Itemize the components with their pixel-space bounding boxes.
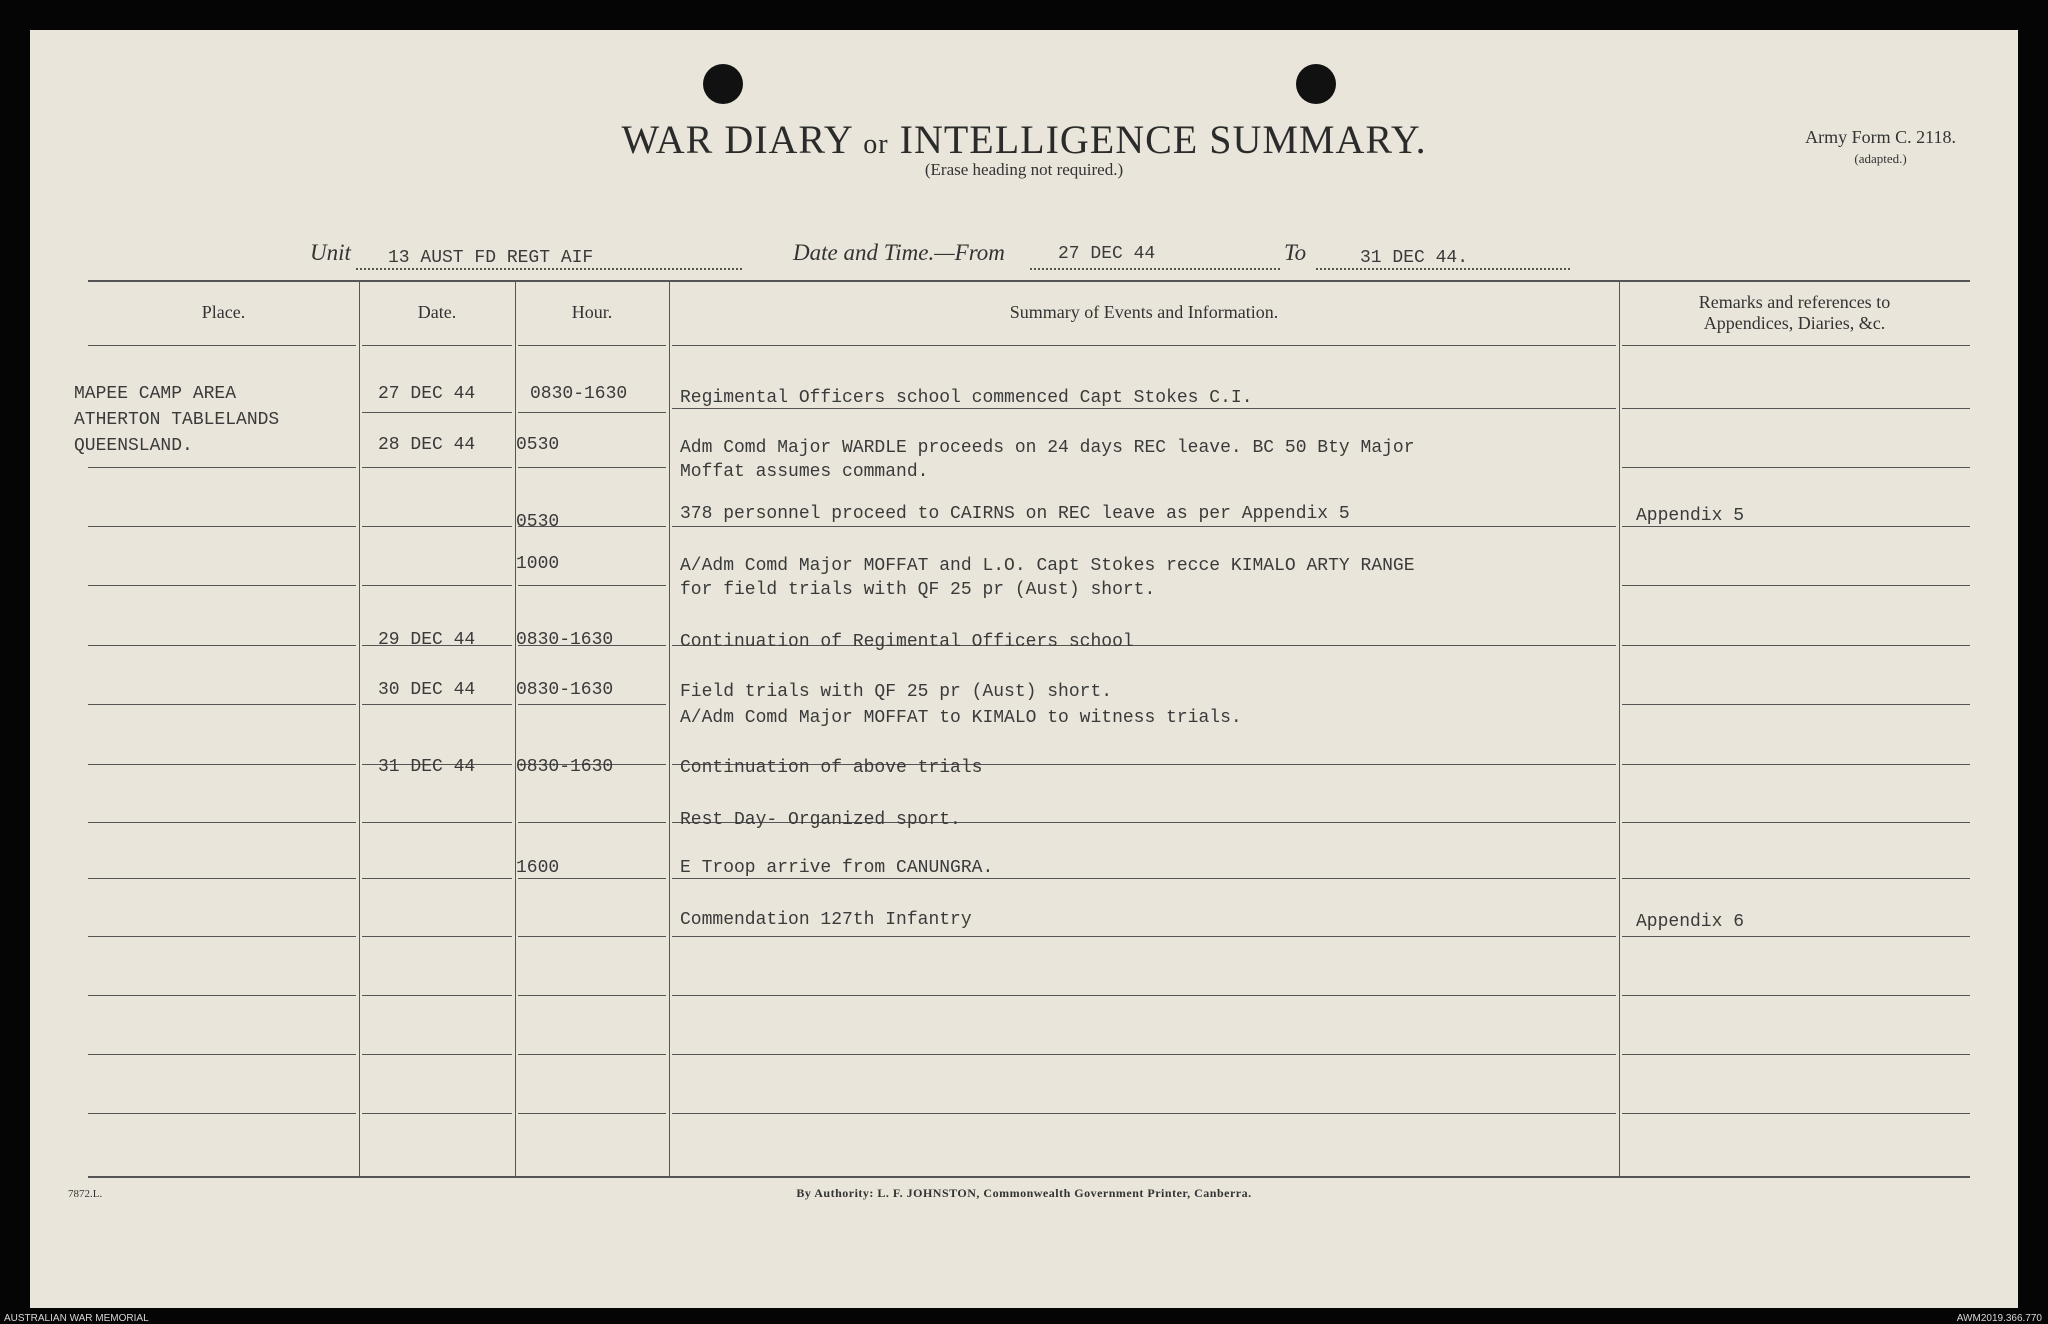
header-date: Date. bbox=[417, 302, 457, 322]
row-rule bbox=[672, 408, 1616, 409]
table-bottom-border bbox=[88, 1176, 1970, 1178]
entry-date: 28 DEC 44 bbox=[378, 435, 476, 455]
header-rule bbox=[362, 345, 512, 346]
row-rule bbox=[672, 1113, 1616, 1114]
row-rule bbox=[672, 936, 1616, 937]
row-rule bbox=[518, 704, 666, 705]
entry-summary: A/Adm Comd Major MOFFAT and L.O. Capt Stokes recce KIMALO ARTY RANGE bbox=[680, 556, 1415, 576]
row-rule bbox=[88, 822, 356, 823]
row-rule bbox=[88, 585, 356, 586]
archive-credit: AUSTRALIAN WAR MEMORIAL bbox=[4, 1313, 149, 1324]
column-divider bbox=[1619, 281, 1620, 1176]
header-summary: Summary of Events and Information. bbox=[1009, 302, 1279, 322]
row-rule bbox=[1622, 526, 1970, 527]
row-rule bbox=[518, 467, 666, 468]
entry-summary: Continuation of Regimental Officers school bbox=[680, 632, 1134, 652]
date-time-label: Date and Time.—From bbox=[793, 240, 1005, 265]
entry-remarks: Appendix 5 bbox=[1636, 506, 1745, 526]
header-rule bbox=[518, 345, 666, 346]
row-rule bbox=[88, 704, 356, 705]
header-remarks-line2: Appendices, Diaries, &c. bbox=[1703, 313, 1886, 333]
row-rule bbox=[518, 1054, 666, 1055]
row-rule bbox=[88, 645, 356, 646]
row-rule bbox=[1622, 764, 1970, 765]
entry-summary: Rest Day- Organized sport. bbox=[680, 810, 961, 830]
row-rule bbox=[362, 822, 512, 823]
entry-date: 31 DEC 44 bbox=[378, 757, 476, 777]
place-line-3: QUEENSLAND. bbox=[74, 436, 193, 456]
entry-summary: Regimental Officers school commenced Capt Stokes C.I. bbox=[680, 388, 1253, 408]
unit-label: Unit bbox=[310, 240, 351, 265]
row-rule bbox=[1622, 704, 1970, 705]
punch-hole bbox=[1296, 64, 1336, 104]
printer-authority: By Authority: L. F. JOHNSTON, Commonwealth Government Printer, Canberra. bbox=[796, 1186, 1252, 1200]
army-form-number bbox=[1805, 127, 1956, 169]
row-rule bbox=[1622, 995, 1970, 996]
header-rule bbox=[672, 345, 1616, 346]
row-rule bbox=[88, 526, 356, 527]
row-rule bbox=[88, 936, 356, 937]
unit-value: 13 AUST FD REGT AIF bbox=[388, 248, 594, 268]
header-remarks bbox=[1619, 292, 1970, 334]
army-form-note: (adapted.) bbox=[1854, 151, 1907, 166]
row-rule bbox=[518, 412, 666, 413]
from-value: 27 DEC 44 bbox=[1058, 244, 1156, 264]
entry-hour: 0530 bbox=[516, 512, 560, 532]
table-top-border bbox=[88, 280, 1970, 282]
row-rule bbox=[518, 936, 666, 937]
row-rule bbox=[1622, 936, 1970, 937]
form-title bbox=[0, 116, 2048, 163]
row-rule bbox=[672, 995, 1616, 996]
row-rule bbox=[672, 878, 1616, 879]
header-rule bbox=[1622, 345, 1970, 346]
entry-summary-continued: A/Adm Comd Major MOFFAT to KIMALO to witness trials. bbox=[680, 708, 1242, 728]
row-rule bbox=[362, 1054, 512, 1055]
entry-summary: Field trials with QF 25 pr (Aust) short. bbox=[680, 682, 1113, 702]
row-rule bbox=[88, 1054, 356, 1055]
row-rule bbox=[362, 995, 512, 996]
row-rule bbox=[1622, 878, 1970, 879]
row-rule bbox=[362, 412, 512, 413]
row-rule bbox=[362, 936, 512, 937]
header-place: Place. bbox=[201, 302, 246, 322]
row-rule bbox=[672, 526, 1616, 527]
row-rule bbox=[362, 1113, 512, 1114]
entry-hour: 0830-1630 bbox=[516, 630, 614, 650]
from-dotted-line bbox=[1030, 268, 1280, 270]
entry-date: 30 DEC 44 bbox=[378, 680, 476, 700]
row-rule bbox=[88, 995, 356, 996]
entry-date: 29 DEC 44 bbox=[378, 630, 476, 650]
entry-summary: Adm Comd Major WARDLE proceeds on 24 days REC leave. BC 50 Bty Major bbox=[680, 438, 1415, 458]
row-rule bbox=[88, 1113, 356, 1114]
archive-reference: AWM2019.366.770 bbox=[1956, 1313, 2042, 1324]
row-rule bbox=[518, 995, 666, 996]
entry-remarks: Appendix 6 bbox=[1636, 912, 1745, 932]
row-rule bbox=[1622, 645, 1970, 646]
entry-hour: 0830-1630 bbox=[530, 384, 628, 404]
header-hour: Hour. bbox=[571, 302, 613, 322]
form-subtitle: (Erase heading not required.) bbox=[924, 160, 1124, 179]
row-rule bbox=[362, 878, 512, 879]
entry-hour: 1000 bbox=[516, 554, 560, 574]
entry-hour: 1600 bbox=[516, 858, 560, 878]
entry-summary: Continuation of above trials bbox=[680, 758, 983, 778]
to-label: To bbox=[1284, 240, 1307, 265]
to-dotted-line bbox=[1316, 268, 1570, 270]
row-rule bbox=[518, 822, 666, 823]
title-part2: INTELLIGENCE SUMMARY. bbox=[899, 117, 1427, 162]
title-part1: WAR DIARY bbox=[621, 117, 853, 162]
entry-summary: 378 personnel proceed to CAIRNS on REC leave as per Appendix 5 bbox=[680, 504, 1350, 524]
row-rule bbox=[1622, 822, 1970, 823]
row-rule bbox=[1622, 585, 1970, 586]
entry-date: 27 DEC 44 bbox=[378, 384, 476, 404]
entry-hour: 0530 bbox=[516, 435, 560, 455]
place-line-1: MAPEE CAMP AREA bbox=[74, 384, 237, 404]
entry-summary: E Troop arrive from CANUNGRA. bbox=[680, 858, 994, 878]
row-rule bbox=[362, 704, 512, 705]
header-remarks-line1: Remarks and references to bbox=[1698, 292, 1891, 312]
entry-summary-continued: Moffat assumes command. bbox=[680, 462, 929, 482]
place-line-2: ATHERTON TABLELANDS bbox=[74, 410, 280, 430]
row-rule bbox=[518, 1113, 666, 1114]
column-divider bbox=[515, 281, 516, 1176]
row-rule bbox=[88, 467, 356, 468]
war-diary-page bbox=[30, 30, 2018, 1308]
punch-hole bbox=[703, 64, 743, 104]
header-rule bbox=[88, 345, 356, 346]
column-divider bbox=[669, 281, 670, 1176]
entry-hour: 0830-1630 bbox=[516, 757, 614, 777]
entry-summary: Commendation 127th Infantry bbox=[680, 910, 972, 930]
form-number: 7872.L. bbox=[68, 1188, 103, 1200]
entry-summary-continued: for field trials with QF 25 pr (Aust) short. bbox=[680, 580, 1156, 600]
row-rule bbox=[362, 467, 512, 468]
row-rule bbox=[518, 585, 666, 586]
row-rule bbox=[672, 1054, 1616, 1055]
column-divider bbox=[359, 281, 360, 1176]
row-rule bbox=[1622, 408, 1970, 409]
row-rule bbox=[362, 585, 512, 586]
row-rule bbox=[362, 526, 512, 527]
row-rule bbox=[1622, 1113, 1970, 1114]
row-rule bbox=[1622, 467, 1970, 468]
row-rule bbox=[1622, 1054, 1970, 1055]
title-or: or bbox=[863, 129, 889, 160]
army-form-label: Army Form C. 2118. bbox=[1805, 127, 1956, 147]
row-rule bbox=[518, 878, 666, 879]
row-rule bbox=[88, 878, 356, 879]
entry-hour: 0830-1630 bbox=[516, 680, 614, 700]
row-rule bbox=[88, 764, 356, 765]
unit-dotted-line bbox=[356, 268, 742, 270]
to-value: 31 DEC 44. bbox=[1360, 248, 1469, 268]
